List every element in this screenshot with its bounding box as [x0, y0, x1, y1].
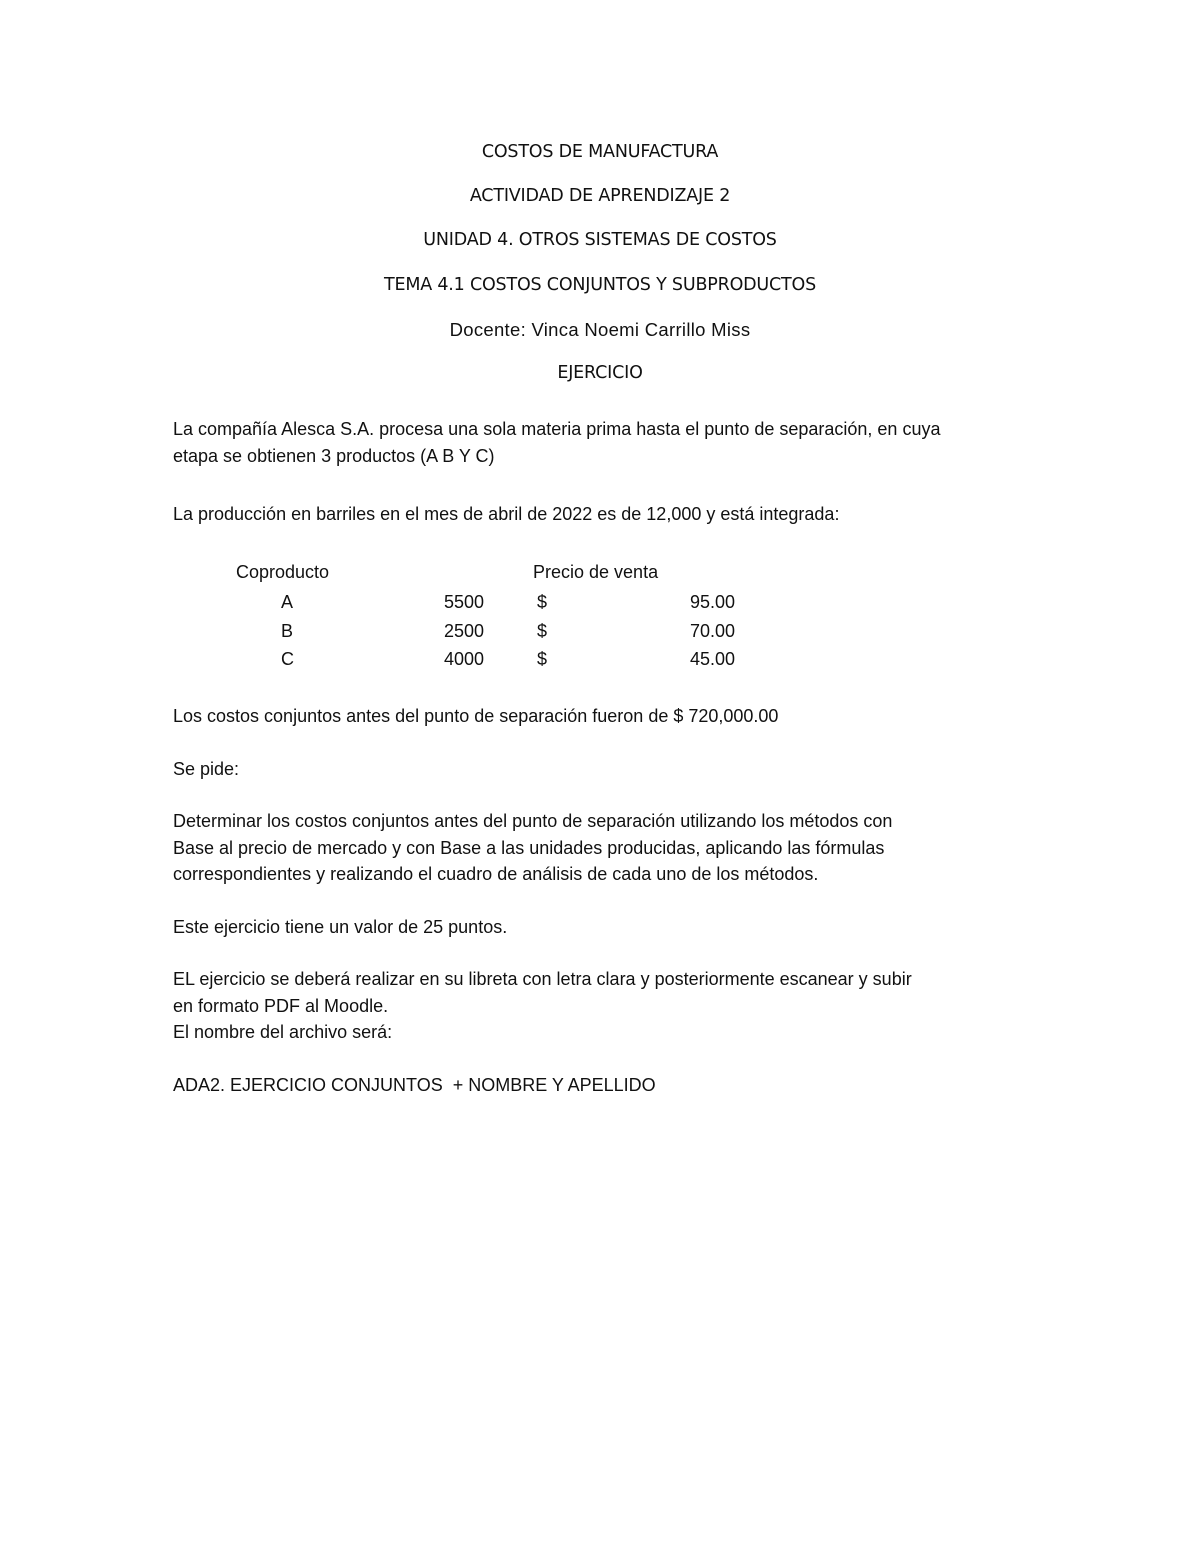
table-cell-quantity: 2500: [443, 621, 484, 641]
table-cell-product: C: [281, 649, 294, 669]
activity-title: ACTIVIDAD DE APRENDIZAJE 2: [469, 186, 731, 206]
table-cell-price: 45.00: [689, 649, 735, 669]
instructions-line-1: EL ejercicio se deberá realizar en su libreta con letra clara y posteriormente escanear y subir: [173, 969, 912, 989]
table-cell-quantity: 5500: [443, 592, 484, 612]
task-text-line-2: Base al precio de mercado y con Base a las unidades producidas, aplicando las fórmulas: [173, 838, 885, 858]
task-text-line-3: correspondientes y realizando el cuadro de análisis de cada uno de los métodos.: [173, 864, 819, 884]
section-title: EJERCICIO: [557, 363, 643, 383]
intro-text-line-2: etapa se obtienen 3 productos (A B Y C): [173, 446, 495, 466]
production-text: La producción en barriles en el mes de abril de 2022 es de 12,000 y está integrada:: [173, 504, 840, 524]
table-cell-price: 70.00: [689, 621, 735, 641]
se-pide-text: Se pide:: [173, 759, 240, 779]
course-title: COSTOS DE MANUFACTURA: [481, 142, 719, 162]
unit-title: UNIDAD 4. OTROS SISTEMAS DE COSTOS: [423, 230, 777, 250]
task-text-line-1: Determinar los costos conjuntos antes del punto de separación utilizando los métodos con: [173, 811, 893, 831]
table-cell-currency: $: [537, 649, 548, 669]
table-cell-product: B: [281, 621, 294, 641]
topic-title: TEMA 4.1 COSTOS CONJUNTOS Y SUBPRODUCTOS: [383, 275, 817, 295]
filename-text: ADA2. EJERCICIO CONJUNTOS + NOMBRE Y APELLIDO: [173, 1075, 656, 1095]
value-text: Este ejercicio tiene un valor de 25 puntos.: [173, 917, 508, 937]
joint-costs-text: Los costos conjuntos antes del punto de separación fueron de $ 720,000.00: [173, 706, 779, 726]
table-cell-price: 95.00: [689, 592, 735, 612]
table-cell-currency: $: [537, 621, 548, 641]
instructions-line-2: en formato PDF al Moodle.: [173, 996, 389, 1016]
instructions-line-3: El nombre del archivo será:: [173, 1022, 393, 1042]
table-header-price: Precio de venta: [533, 562, 659, 582]
teacher-name: Docente: Vinca Noemi Carrillo Miss: [449, 319, 751, 340]
table-header-product: Coproducto: [236, 562, 330, 582]
intro-text-line-1: La compañía Alesca S.A. procesa una sola materia prima hasta el punto de separación, en cuya: [173, 419, 941, 439]
table-cell-product: A: [281, 592, 294, 612]
table-cell-quantity: 4000: [443, 649, 484, 669]
table-cell-currency: $: [537, 592, 548, 612]
